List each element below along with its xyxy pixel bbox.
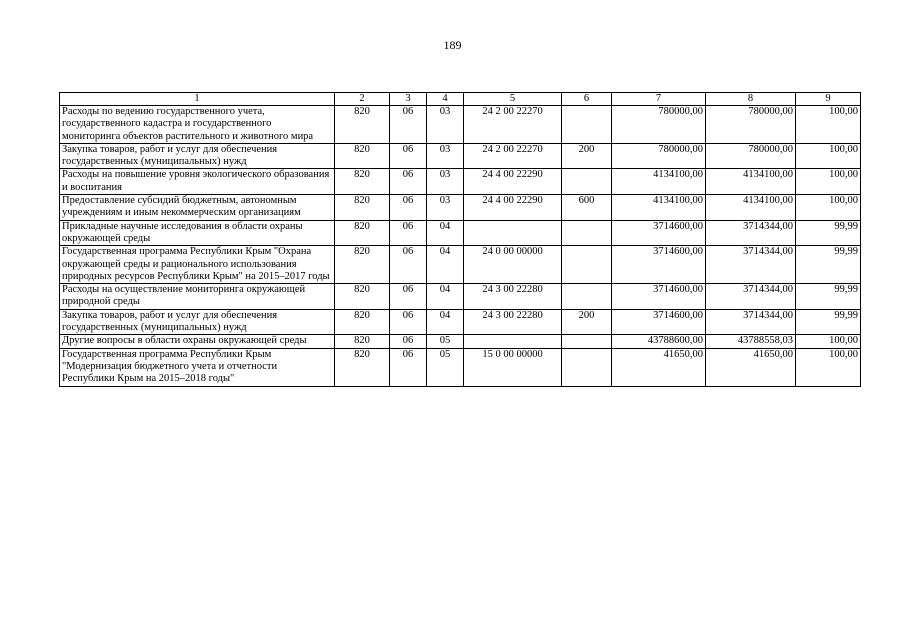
plan-amount-cell: 3714600,00 (612, 246, 706, 284)
percent-cell: 100,00 (796, 195, 861, 221)
row-name-cell: Расходы по ведению государственного учета, государственного кадастра и государственного мониторинга объектов растительного и животного мира (60, 106, 335, 144)
subsection-cell: 04 (427, 246, 464, 284)
expense-type-cell (562, 335, 612, 348)
column-header-8: 8 (706, 93, 796, 106)
fact-amount-cell: 780000,00 (706, 143, 796, 169)
fact-amount-cell: 3714344,00 (706, 309, 796, 335)
target-article-cell (464, 220, 562, 246)
row-name-cell: Государственная программа Республики Крым "Охрана окружающей среды и рационального использования природных ресурсов Республики Крым" на 2015–2017 годы (60, 246, 335, 284)
expense-type-cell: 200 (562, 143, 612, 169)
column-header-2: 2 (335, 93, 390, 106)
table-row (60, 220, 861, 246)
plan-amount-cell: 3714600,00 (612, 220, 706, 246)
section-cell: 06 (390, 169, 427, 195)
table-row (60, 246, 861, 284)
column-header-9: 9 (796, 93, 861, 106)
plan-amount-cell: 4134100,00 (612, 169, 706, 195)
section-cell: 06 (390, 220, 427, 246)
code-cell: 820 (335, 309, 390, 335)
subsection-cell: 03 (427, 143, 464, 169)
expense-type-cell (562, 106, 612, 144)
target-article-cell: 24 0 00 00000 (464, 246, 562, 284)
table-row (60, 143, 861, 169)
expense-type-cell (562, 284, 612, 310)
code-cell: 820 (335, 195, 390, 221)
subsection-cell: 05 (427, 335, 464, 348)
table-row (60, 348, 861, 386)
subsection-cell: 05 (427, 348, 464, 386)
row-name-cell: Другие вопросы в области охраны окружающей среды (60, 335, 335, 348)
code-cell: 820 (335, 169, 390, 195)
table-row (60, 284, 861, 310)
row-name-cell: Закупка товаров, работ и услуг для обеспечения государственных (муниципальных) нужд (60, 309, 335, 335)
code-cell: 820 (335, 106, 390, 144)
code-cell: 820 (335, 335, 390, 348)
section-cell: 06 (390, 309, 427, 335)
table-row (60, 195, 861, 221)
table-row (60, 335, 861, 348)
budget-table (59, 92, 861, 387)
column-header-3: 3 (390, 93, 427, 106)
percent-cell: 99,99 (796, 309, 861, 335)
percent-cell: 100,00 (796, 348, 861, 386)
fact-amount-cell: 3714344,00 (706, 246, 796, 284)
percent-cell: 99,99 (796, 220, 861, 246)
fact-amount-cell: 43788558,03 (706, 335, 796, 348)
fact-amount-cell: 4134100,00 (706, 195, 796, 221)
section-cell: 06 (390, 335, 427, 348)
expense-type-cell (562, 169, 612, 195)
target-article-cell: 24 4 00 22290 (464, 195, 562, 221)
section-cell: 06 (390, 284, 427, 310)
row-name-cell: Предоставление субсидий бюджетным, автономным учреждениям и иным некоммерческим организациям (60, 195, 335, 221)
column-header-1: 1 (60, 93, 335, 106)
row-name-cell: Расходы на повышение уровня экологического образования и воспитания (60, 169, 335, 195)
row-name-cell: Закупка товаров, работ и услуг для обеспечения государственных (муниципальных) нужд (60, 143, 335, 169)
column-header-5: 5 (464, 93, 562, 106)
subsection-cell: 03 (427, 169, 464, 195)
percent-cell: 99,99 (796, 284, 861, 310)
code-cell: 820 (335, 220, 390, 246)
expense-type-cell: 200 (562, 309, 612, 335)
row-name-cell: Прикладные научные исследования в области охраны окружающей среды (60, 220, 335, 246)
section-cell: 06 (390, 348, 427, 386)
subsection-cell: 04 (427, 309, 464, 335)
subsection-cell: 04 (427, 284, 464, 310)
target-article-cell: 24 4 00 22290 (464, 169, 562, 195)
plan-amount-cell: 780000,00 (612, 143, 706, 169)
table-header (60, 93, 861, 106)
percent-cell: 100,00 (796, 143, 861, 169)
plan-amount-cell: 780000,00 (612, 106, 706, 144)
page-number: 189 (443, 38, 462, 52)
code-cell: 820 (335, 143, 390, 169)
row-name-cell: Государственная программа Республики Крым "Модернизация бюджетного учета и отчетности Республики Крым на 2015–2018 годы" (60, 348, 335, 386)
section-cell: 06 (390, 106, 427, 144)
plan-amount-cell: 3714600,00 (612, 309, 706, 335)
expense-type-cell: 600 (562, 195, 612, 221)
subsection-cell: 03 (427, 106, 464, 144)
percent-cell: 100,00 (796, 335, 861, 348)
fact-amount-cell: 3714344,00 (706, 284, 796, 310)
subsection-cell: 03 (427, 195, 464, 221)
target-article-cell: 24 3 00 22280 (464, 309, 562, 335)
plan-amount-cell: 3714600,00 (612, 284, 706, 310)
table-row (60, 106, 861, 144)
percent-cell: 100,00 (796, 169, 861, 195)
table-body (60, 106, 861, 387)
expense-type-cell (562, 348, 612, 386)
section-cell: 06 (390, 143, 427, 169)
fact-amount-cell: 41650,00 (706, 348, 796, 386)
section-cell: 06 (390, 246, 427, 284)
subsection-cell: 04 (427, 220, 464, 246)
fact-amount-cell: 4134100,00 (706, 169, 796, 195)
code-cell: 820 (335, 246, 390, 284)
section-cell: 06 (390, 195, 427, 221)
code-cell: 820 (335, 348, 390, 386)
percent-cell: 99,99 (796, 246, 861, 284)
column-header-6: 6 (562, 93, 612, 106)
table-row (60, 169, 861, 195)
code-cell: 820 (335, 284, 390, 310)
expense-type-cell (562, 220, 612, 246)
target-article-cell: 24 3 00 22280 (464, 284, 562, 310)
fact-amount-cell: 3714344,00 (706, 220, 796, 246)
plan-amount-cell: 41650,00 (612, 348, 706, 386)
header-row (60, 93, 861, 106)
fact-amount-cell: 780000,00 (706, 106, 796, 144)
table-row (60, 309, 861, 335)
target-article-cell: 15 0 00 00000 (464, 348, 562, 386)
target-article-cell (464, 335, 562, 348)
plan-amount-cell: 4134100,00 (612, 195, 706, 221)
column-header-7: 7 (612, 93, 706, 106)
target-article-cell: 24 2 00 22270 (464, 106, 562, 144)
plan-amount-cell: 43788600,00 (612, 335, 706, 348)
column-header-4: 4 (427, 93, 464, 106)
percent-cell: 100,00 (796, 106, 861, 144)
expense-type-cell (562, 246, 612, 284)
row-name-cell: Расходы на осуществление мониторинга окружающей природной среды (60, 284, 335, 310)
target-article-cell: 24 2 00 22270 (464, 143, 562, 169)
